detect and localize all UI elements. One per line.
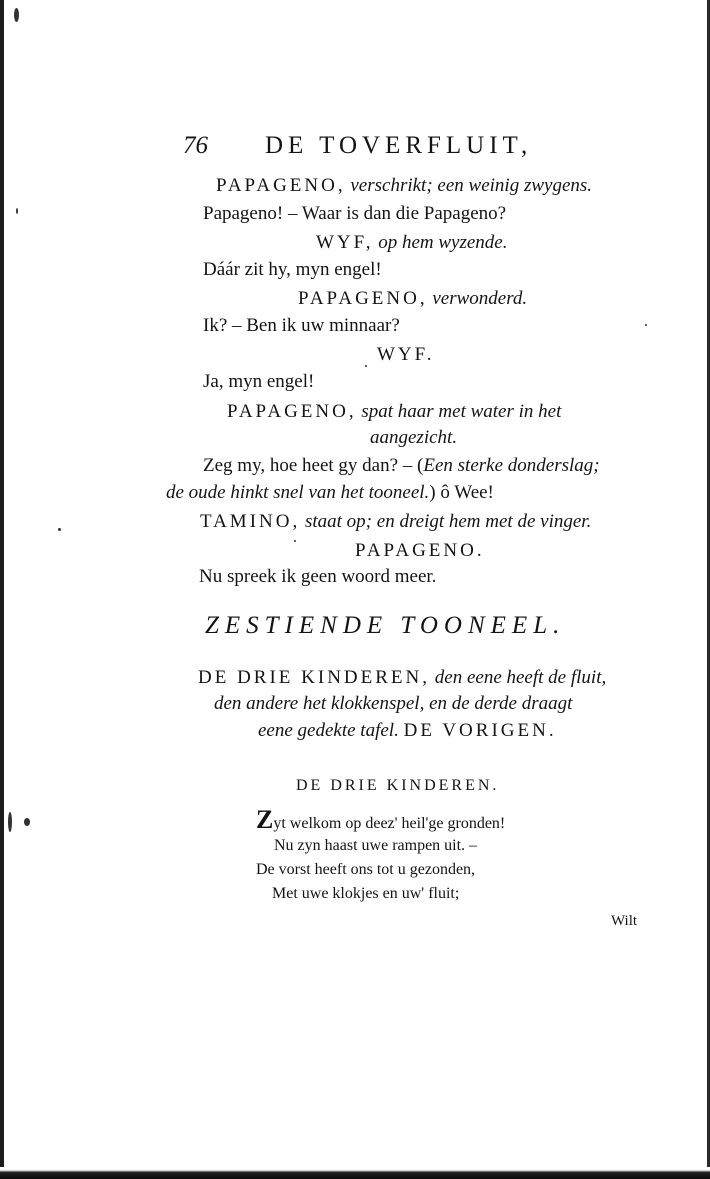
cast-list-line bbox=[258, 721, 557, 740]
page-edge-bottom bbox=[0, 1167, 710, 1179]
scene-title: ZESTIENDE TOONEEL. bbox=[205, 612, 566, 639]
speaker-name: PAPAGENO. bbox=[355, 540, 485, 561]
dialogue-line: Ik? – Ben ik uw minnaar? bbox=[203, 315, 400, 336]
cast-list-line bbox=[198, 668, 606, 687]
speaker-name: PAPAGENO, bbox=[227, 401, 357, 422]
ink-speck bbox=[24, 818, 30, 826]
dialogue-line: Ja, myn engel! bbox=[203, 371, 315, 392]
page-edge-left bbox=[0, 0, 4, 1179]
ink-speck bbox=[294, 540, 296, 542]
dialogue-text: Zeg my, hoe heet gy dan? – ( bbox=[203, 455, 424, 476]
verse-text: yt welkom op deez' heil'ge gronden! bbox=[273, 815, 506, 832]
verse-line: Nu zyn haast uwe rampen uit. – bbox=[274, 837, 478, 854]
stage-direction-cont: aangezicht. bbox=[370, 427, 458, 448]
ink-speck bbox=[645, 324, 647, 326]
speaker-name: PAPAGENO, bbox=[298, 288, 428, 309]
stage-direction: den eene heeft de fluit, bbox=[434, 667, 607, 688]
dialogue-line: Dáár zit hy, myn engel! bbox=[203, 259, 382, 280]
stage-direction: op hem wyzende. bbox=[378, 232, 508, 253]
speaker-name: DE DRIE KINDEREN, bbox=[198, 667, 431, 688]
stage-direction: spat haar met water in het bbox=[361, 401, 562, 422]
speaker-line bbox=[355, 541, 485, 560]
speaker-name: DE VORIGEN. bbox=[403, 720, 557, 741]
dialogue-line bbox=[166, 483, 494, 502]
speaker-name: WYF. bbox=[377, 344, 435, 365]
page-number: 76 bbox=[183, 132, 208, 159]
stage-direction: staat op; en dreigt hem met de vinger. bbox=[304, 511, 592, 532]
running-title: DE TOVERFLUIT, bbox=[265, 132, 533, 159]
ink-speck bbox=[16, 208, 18, 214]
dialogue-line: Papageno! – Waar is dan die Papageno? bbox=[203, 203, 507, 224]
stage-direction: verschrikt; een weinig zwygens. bbox=[350, 175, 593, 196]
speaker-name: TAMINO, bbox=[200, 511, 301, 532]
catchword: Wilt bbox=[611, 913, 638, 929]
speaker-name: PAPAGENO, bbox=[216, 175, 346, 196]
ink-speck bbox=[14, 8, 19, 22]
dialogue-text: ) ô Wee! bbox=[429, 482, 494, 503]
speaker-line bbox=[377, 345, 434, 364]
drop-cap: Z bbox=[256, 805, 274, 834]
stage-direction: verwonderd. bbox=[432, 288, 528, 309]
verse-line bbox=[256, 807, 505, 833]
dialogue-line: Nu spreek ik geen woord meer. bbox=[199, 566, 437, 587]
stage-direction: de oude hinkt snel van het tooneel. bbox=[166, 482, 430, 503]
verse-line: De vorst heeft ons tot u gezonden, bbox=[256, 861, 476, 878]
running-header bbox=[183, 133, 583, 163]
verse-line: Met uwe klokjes en uw' fluit; bbox=[272, 885, 460, 902]
cast-list-line: den andere het klokkenspel, en de derde draagt bbox=[214, 693, 573, 714]
speaker-line bbox=[200, 512, 591, 531]
speaker-line bbox=[216, 176, 592, 195]
speaker-line bbox=[298, 289, 527, 308]
song-speaker: DE DRIE KINDEREN. bbox=[296, 777, 500, 794]
ink-speck bbox=[365, 365, 367, 367]
ink-speck bbox=[8, 812, 12, 832]
stage-direction: eene gedekte tafel. bbox=[258, 720, 399, 741]
ink-speck bbox=[58, 528, 61, 531]
stage-direction: Een sterke donderslag; bbox=[423, 455, 600, 476]
speaker-name: WYF, bbox=[316, 232, 374, 253]
dialogue-line bbox=[203, 456, 600, 475]
speaker-line bbox=[316, 233, 507, 252]
speaker-line bbox=[227, 402, 561, 421]
